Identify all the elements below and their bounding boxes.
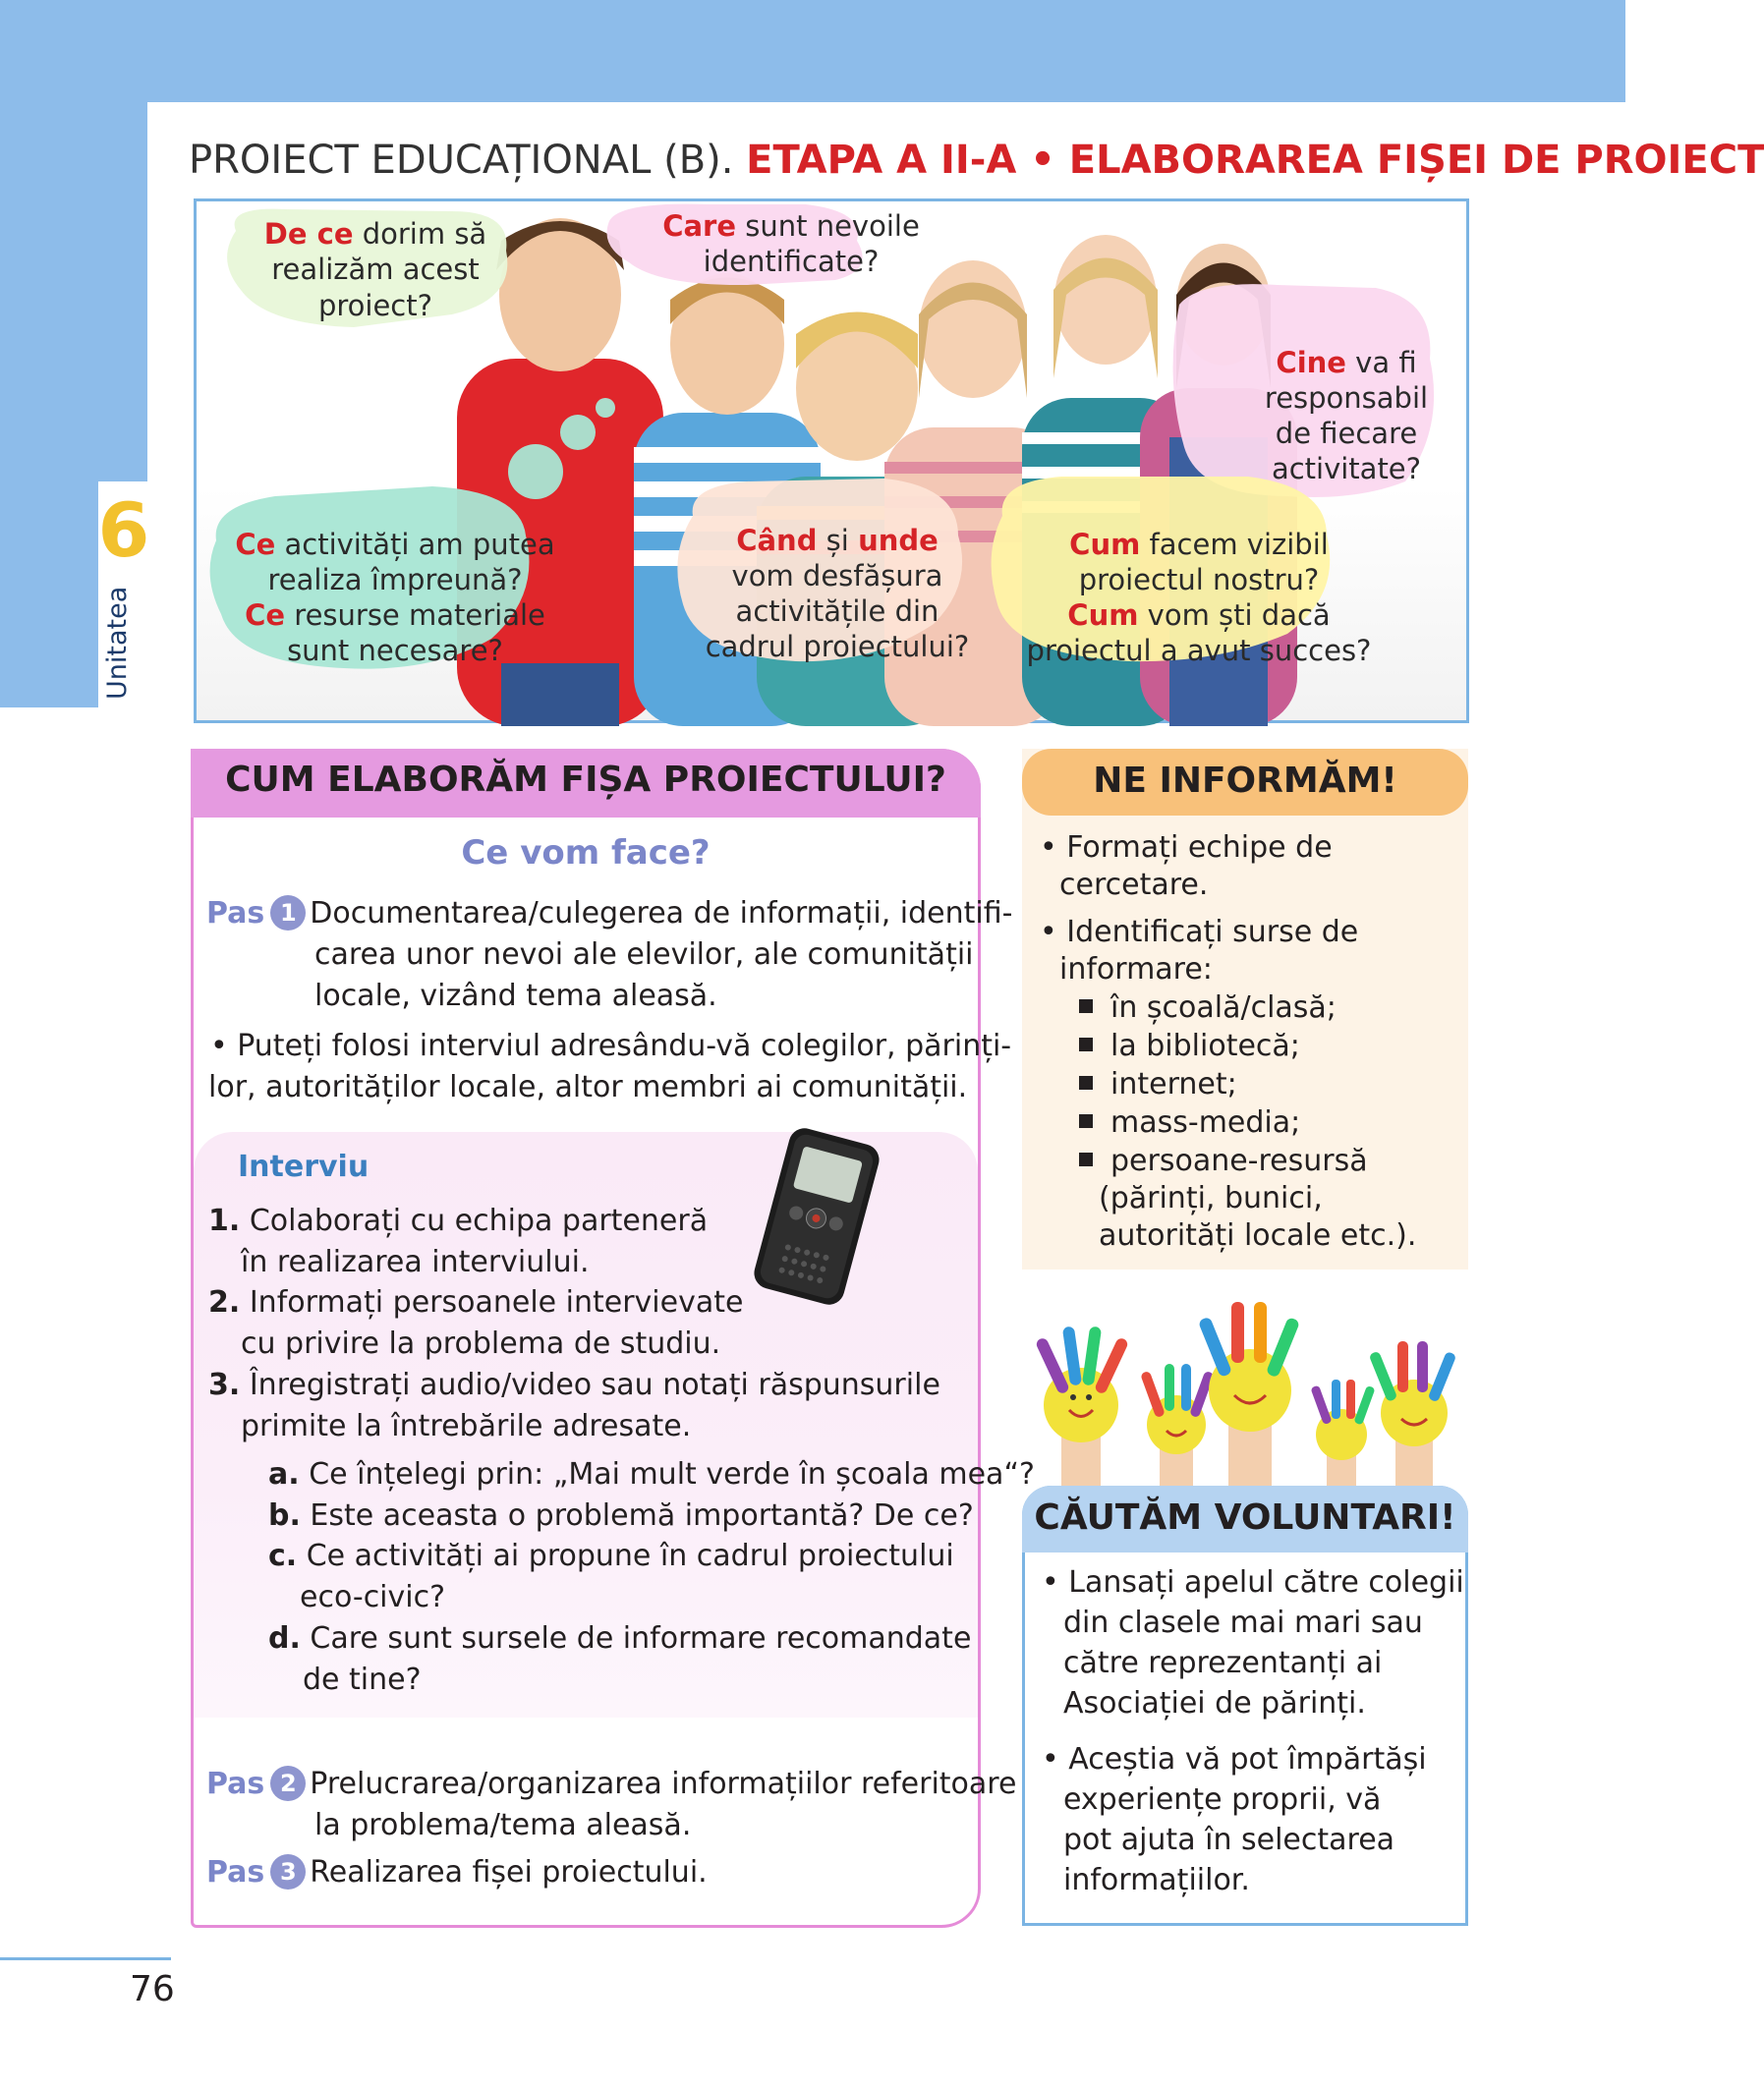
item-number: 3. bbox=[208, 1368, 241, 1402]
bubble-keyword: Ce bbox=[245, 598, 286, 632]
step-2-line2: la problema/tema aleasă. bbox=[314, 1808, 692, 1842]
bubble-keyword: Care bbox=[662, 209, 737, 243]
question-b bbox=[268, 1496, 974, 1537]
question-letter: b. bbox=[268, 1498, 301, 1533]
bubble-text: activitate? bbox=[1271, 452, 1422, 485]
bubble-keyword: De ce bbox=[263, 217, 354, 251]
source-item bbox=[1079, 1026, 1300, 1067]
right1-bullet2-line1: • Identificați surse de bbox=[1040, 915, 1359, 949]
interview-item-3-line2: primite la întrebările adresate. bbox=[241, 1409, 692, 1443]
volunteer-bullet2-line2: experiențe proprii, vă bbox=[1063, 1782, 1382, 1817]
page-number: 76 bbox=[130, 1969, 175, 2009]
step-2 bbox=[206, 1764, 1016, 1805]
step-text: Documentarea/culegerea de informații, identifi- bbox=[310, 896, 1013, 931]
bubble-cum bbox=[1022, 527, 1376, 668]
source-item bbox=[1079, 1102, 1300, 1144]
question-a bbox=[268, 1454, 1035, 1496]
bubble-text: dorim să bbox=[353, 217, 487, 251]
pas-label: Pas bbox=[206, 896, 265, 931]
bubble-text: activități am putea bbox=[275, 528, 555, 561]
project-sheet-header: CUM ELABORĂM FIȘA PROIECTULUI? bbox=[225, 760, 946, 800]
source-item bbox=[1079, 1141, 1368, 1182]
square-bullet-icon bbox=[1079, 999, 1093, 1013]
unit-label: Unitatea bbox=[102, 586, 133, 700]
cautam-voluntari-header: CĂUTĂM VOLUNTARI! bbox=[1034, 1497, 1456, 1538]
bubble-text: de fiecare bbox=[1275, 417, 1418, 450]
question-c bbox=[268, 1536, 954, 1577]
interview-title: Interviu bbox=[238, 1150, 370, 1184]
interview-item-2 bbox=[208, 1282, 743, 1324]
bubble-text: sunt necesare? bbox=[287, 634, 503, 667]
bubble-text: proiectul nostru? bbox=[1078, 563, 1320, 596]
question-letter: d. bbox=[268, 1621, 301, 1656]
pas-label: Pas bbox=[206, 1855, 265, 1890]
bullet-interview-line1: • Puteți folosi interviul adresându-vă colegilor, părinți- bbox=[210, 1029, 1012, 1063]
bubble-text: vom ști dacă bbox=[1138, 598, 1331, 632]
bubble-text: proiect? bbox=[317, 288, 433, 322]
painted-hands-image bbox=[1032, 1297, 1504, 1494]
title-part1: PROIECT EDUCAȚIONAL (B). bbox=[189, 138, 747, 183]
square-bullet-icon bbox=[1079, 1153, 1093, 1166]
question-d-line2: de tine? bbox=[303, 1663, 422, 1697]
volunteer-bullet1-line2: din clasele mai mari sau bbox=[1063, 1606, 1423, 1640]
interview-item-3 bbox=[208, 1365, 940, 1406]
source-text: internet; bbox=[1110, 1067, 1237, 1101]
item-text: Înregistrați audio/video sau notați răspunsurile bbox=[249, 1368, 940, 1402]
ne-informam-header: NE INFORMĂM! bbox=[1093, 761, 1397, 801]
question-text: Ce activități ai propune în cadrul proiectului bbox=[306, 1539, 954, 1573]
question-text: Este aceasta o problemă importantă? De ce? bbox=[310, 1498, 974, 1533]
right1-bullet1-line2: cercetare. bbox=[1059, 868, 1209, 902]
right1-bullet1-line1: • Formați echipe de bbox=[1040, 830, 1333, 865]
bubble-text: activitățile din bbox=[735, 594, 939, 628]
bubble-de-ce bbox=[233, 216, 518, 323]
bullet-interview-line2: lor, autorităților locale, altor membri ai comunității. bbox=[208, 1070, 968, 1104]
volunteer-bullet1-line3: către reprezentanți ai bbox=[1063, 1646, 1383, 1680]
page-title bbox=[189, 138, 1764, 183]
bubble-text: facem vizibil bbox=[1140, 528, 1329, 561]
square-bullet-icon bbox=[1079, 1076, 1093, 1090]
bubble-text: și bbox=[817, 524, 859, 557]
bubble-text: cadrul proiectului? bbox=[705, 630, 970, 663]
volunteer-bullet2-line4: informațiilor. bbox=[1063, 1863, 1250, 1897]
bubble-keyword: Cum bbox=[1067, 598, 1139, 632]
interview-item-2-line2: cu privire la problema de studiu. bbox=[241, 1327, 721, 1361]
step-1-line2: carea unor nevoi ale elevilor, ale comunității bbox=[314, 937, 974, 972]
bubble-text: proiectul a avut succes? bbox=[1026, 634, 1372, 667]
source-text: la bibliotecă; bbox=[1110, 1029, 1300, 1063]
bubble-text: responsabil bbox=[1264, 381, 1429, 415]
item-text: Colaborați cu echipa parteneră bbox=[249, 1204, 709, 1238]
footer-line bbox=[0, 1957, 171, 1960]
source-text: persoane-resursă bbox=[1110, 1144, 1368, 1178]
question-c-line2: eco-civic? bbox=[300, 1580, 446, 1614]
item-number: 1. bbox=[208, 1204, 241, 1238]
bubble-keyword: Cine bbox=[1276, 346, 1346, 379]
bubble-keyword: Cum bbox=[1069, 528, 1141, 561]
question-d bbox=[268, 1618, 971, 1660]
question-letter: c. bbox=[268, 1539, 298, 1573]
item-text: Informați persoanele intervievate bbox=[249, 1285, 744, 1320]
square-bullet-icon bbox=[1079, 1114, 1093, 1128]
step-1 bbox=[206, 893, 1012, 934]
item-number: 2. bbox=[208, 1285, 241, 1320]
title-part2: ETAPA A II-A • ELABORAREA FIȘEI DE PROIECT bbox=[746, 138, 1764, 183]
pas-label: Pas bbox=[206, 1767, 265, 1801]
step-number-badge: 1 bbox=[270, 895, 306, 931]
source-item-line3: autorități locale etc.). bbox=[1099, 1218, 1417, 1253]
bubble-keyword: unde bbox=[858, 524, 939, 557]
source-text: mass-media; bbox=[1110, 1105, 1301, 1140]
bubble-ce-activitati bbox=[218, 527, 572, 668]
step-number-badge: 3 bbox=[270, 1854, 306, 1890]
step-1-line3: locale, vizând tema aleasă. bbox=[314, 979, 717, 1013]
bubble-text: sunt nevoile bbox=[736, 209, 920, 243]
step-3 bbox=[206, 1852, 708, 1893]
volunteer-bullet2-line3: pot ajuta în selectarea bbox=[1063, 1823, 1395, 1857]
source-item-line2: (părinți, bunici, bbox=[1099, 1181, 1323, 1215]
source-item bbox=[1079, 1064, 1237, 1105]
question-text: Ce înțelegi prin: „Mai mult verde în școala mea“? bbox=[309, 1457, 1035, 1492]
bubble-cine bbox=[1228, 345, 1464, 486]
question-text: Care sunt sursele de informare recomandate bbox=[310, 1621, 972, 1656]
step-text: Realizarea fișei proiectului. bbox=[310, 1855, 708, 1890]
interview-item-1 bbox=[208, 1201, 708, 1242]
bubble-text: resurse materiale bbox=[285, 598, 545, 632]
bubble-text: realiza împreună? bbox=[267, 563, 523, 596]
top-band bbox=[0, 0, 1625, 102]
square-bullet-icon bbox=[1079, 1038, 1093, 1051]
bubble-keyword: Când bbox=[736, 524, 818, 557]
bubble-text: vom desfășura bbox=[731, 559, 943, 593]
bubble-cand-unde bbox=[700, 523, 975, 664]
volunteer-bullet1-line1: • Lansați apelul către colegii bbox=[1042, 1565, 1464, 1600]
bubble-keyword: Ce bbox=[235, 528, 276, 561]
unit-number: 6 bbox=[97, 486, 150, 574]
volunteer-bullet2-line1: • Aceștia vă pot împărtăși bbox=[1042, 1742, 1427, 1777]
step-text: Prelucrarea/organizarea informațiilor referitoare bbox=[310, 1767, 1017, 1801]
step-number-badge: 2 bbox=[270, 1766, 306, 1801]
interview-item-1-line2: în realizarea interviului. bbox=[241, 1245, 590, 1279]
what-we-do-subtitle: Ce vom face? bbox=[461, 833, 711, 873]
bubble-care bbox=[644, 208, 939, 280]
question-letter: a. bbox=[268, 1457, 300, 1492]
source-item bbox=[1079, 988, 1337, 1029]
right1-bullet2-line2: informare: bbox=[1059, 952, 1213, 987]
source-text: în școală/clasă; bbox=[1110, 990, 1337, 1025]
volunteer-bullet1-line4: Asociației de părinți. bbox=[1063, 1686, 1366, 1721]
bubble-text: identificate? bbox=[703, 245, 880, 279]
bubble-text: va fi bbox=[1345, 346, 1417, 379]
bubble-text: realizăm acest bbox=[271, 253, 480, 287]
